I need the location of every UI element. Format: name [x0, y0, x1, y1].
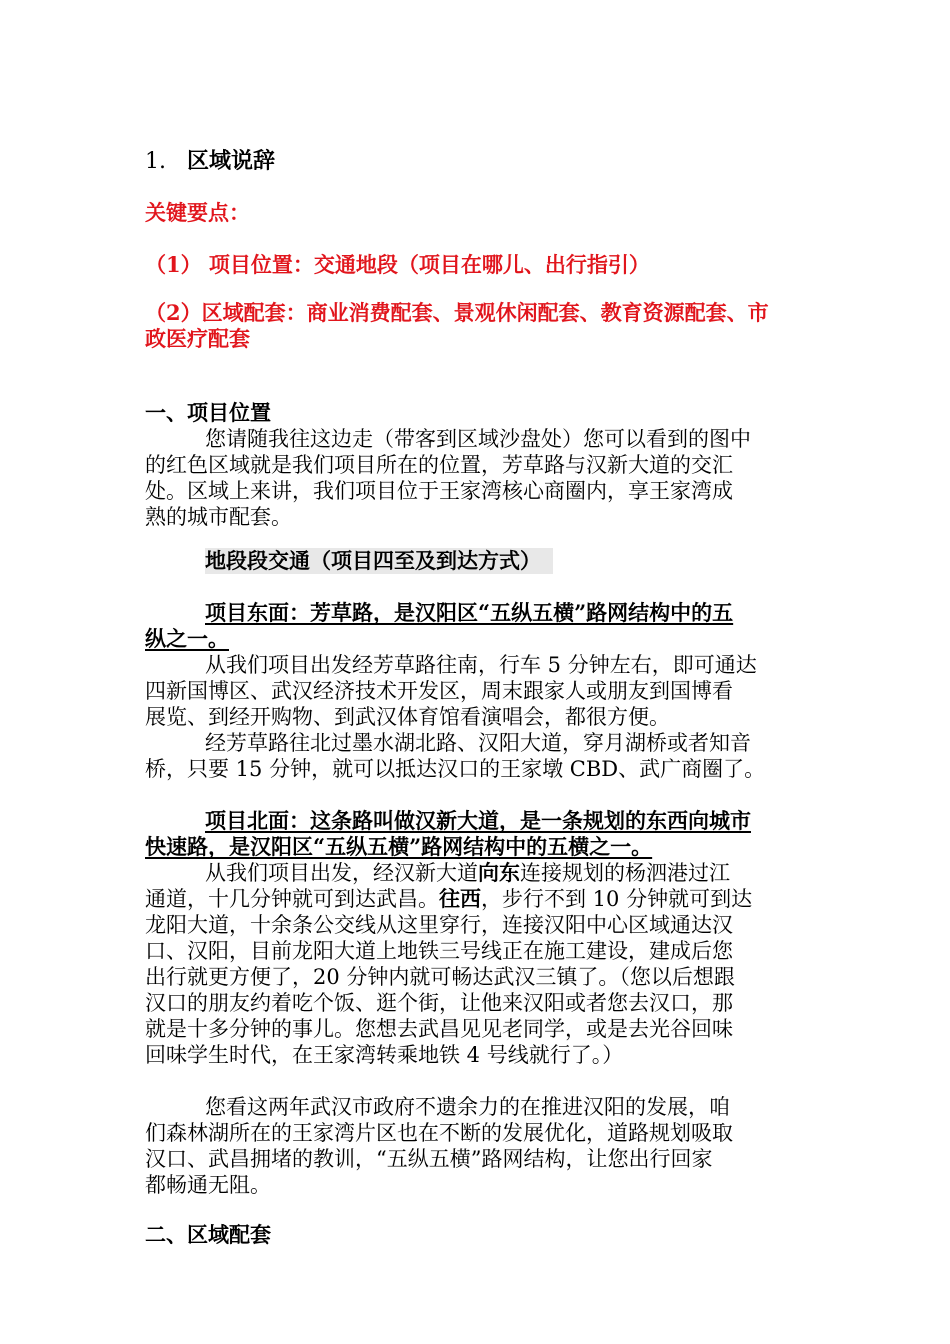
north-para-line — [205, 860, 730, 886]
section-number: 1. — [145, 149, 166, 174]
north-text: ，步行不到 10 分钟就可到达 — [481, 887, 753, 911]
east-title-line-2: 纵之一。 — [145, 626, 229, 651]
north-para-line: 汉口的朋友约着吃个饭、逛个街，让他来汉阳或者您去汉口，那 — [145, 991, 733, 1015]
location-para-line: 熟的城市配套。 — [145, 505, 292, 529]
north-para-line: 龙阳大道，十余条公交线从这里穿行，连接汉阳中心区域通达汉 — [145, 913, 733, 937]
location-para-line: 处。区域上来讲，我们项目位于王家湾核心商圈内，享王家湾成 — [145, 479, 733, 503]
heading-traffic: 地段段交通（项目四至及到达方式） — [205, 548, 553, 574]
north-text-emphasis: 向东 — [478, 860, 520, 885]
north-para-line: 就是十多分钟的事儿。您想去武昌见见老同学，或是去光谷回味 — [145, 1017, 733, 1041]
north-para-line: 出行就更方便了，20 分钟内就可畅达武汉三镇了。（您以后想跟 — [145, 965, 735, 989]
final-para-line: 汉口、武昌拥堵的教训，“五纵五横”路网结构，让您出行回家 — [145, 1147, 713, 1171]
north-para-line — [145, 886, 752, 912]
east-para-line: 四新国博区、武汉经济技术开发区，周末跟家人或朋友到国博看 — [145, 679, 733, 703]
east-title-line-1: 项目东面：芳草路，是汉阳区“五纵五横”路网结构中的五 — [205, 600, 734, 625]
key-points-label: 关键要点： — [145, 200, 250, 225]
north-para-line: 口、汉阳，目前龙阳大道上地铁三号线正在施工建设，建成后您 — [145, 939, 733, 963]
north-text: 从我们项目出发，经汉新大道 — [205, 861, 478, 885]
final-para-line: 都畅通无阻。 — [145, 1173, 271, 1197]
final-para-line: 们森林湖所在的王家湾片区也在不断的发展优化，道路规划吸取 — [145, 1121, 733, 1145]
key-point-1: （1） 项目位置：交通地段（项目在哪儿、出行指引） — [145, 252, 650, 277]
north-para-line: 回味学生时代，在王家湾转乘地铁 4 号线就行了。） — [145, 1043, 624, 1067]
heading-regional-facilities: 二、区域配套 — [145, 1222, 271, 1247]
north-title-line-1: 项目北面：这条路叫做汉新大道，是一条规划的东西向城市 — [205, 808, 751, 833]
east-para-line: 从我们项目出发经芳草路往南，行车 5 分钟左右，即可通达 — [205, 653, 757, 677]
north-text-emphasis: 往西 — [439, 886, 481, 911]
section-title: 区域说辞 — [186, 148, 275, 174]
key-point-2-line-1: （2）区域配套：商业消费配套、景观休闲配套、教育资源配套、市 — [145, 300, 769, 325]
section-1-heading — [145, 148, 275, 175]
location-para-line: 的红色区域就是我们项目所在的位置，芳草路与汉新大道的交汇 — [145, 453, 733, 477]
heading-project-location: 一、项目位置 — [145, 400, 271, 425]
final-para-line: 您看这两年武汉市政府不遗余力的在推进汉阳的发展，咱 — [205, 1095, 730, 1119]
location-para-line: 您请随我往这边走（带客到区域沙盘处）您可以看到的图中 — [205, 427, 751, 451]
north-title-line-2: 快速路，是汉阳区“五纵五横”路网结构中的五横之一。 — [145, 834, 653, 859]
north-text: 通道，十几分钟就可到达武昌。 — [145, 887, 439, 911]
east-para-line: 桥，只要 15 分钟，就可以抵达汉口的王家墩 CBD、武广商圈了。 — [145, 757, 766, 781]
east-para-line: 经芳草路往北过墨水湖北路、汉阳大道，穿月湖桥或者知音 — [205, 731, 751, 755]
north-text: 连接规划的杨泗港过江 — [520, 861, 730, 885]
east-para-line: 展览、到经开购物、到武汉体育馆看演唱会，都很方便。 — [145, 705, 670, 729]
key-point-2-line-2: 政医疗配套 — [145, 326, 250, 351]
